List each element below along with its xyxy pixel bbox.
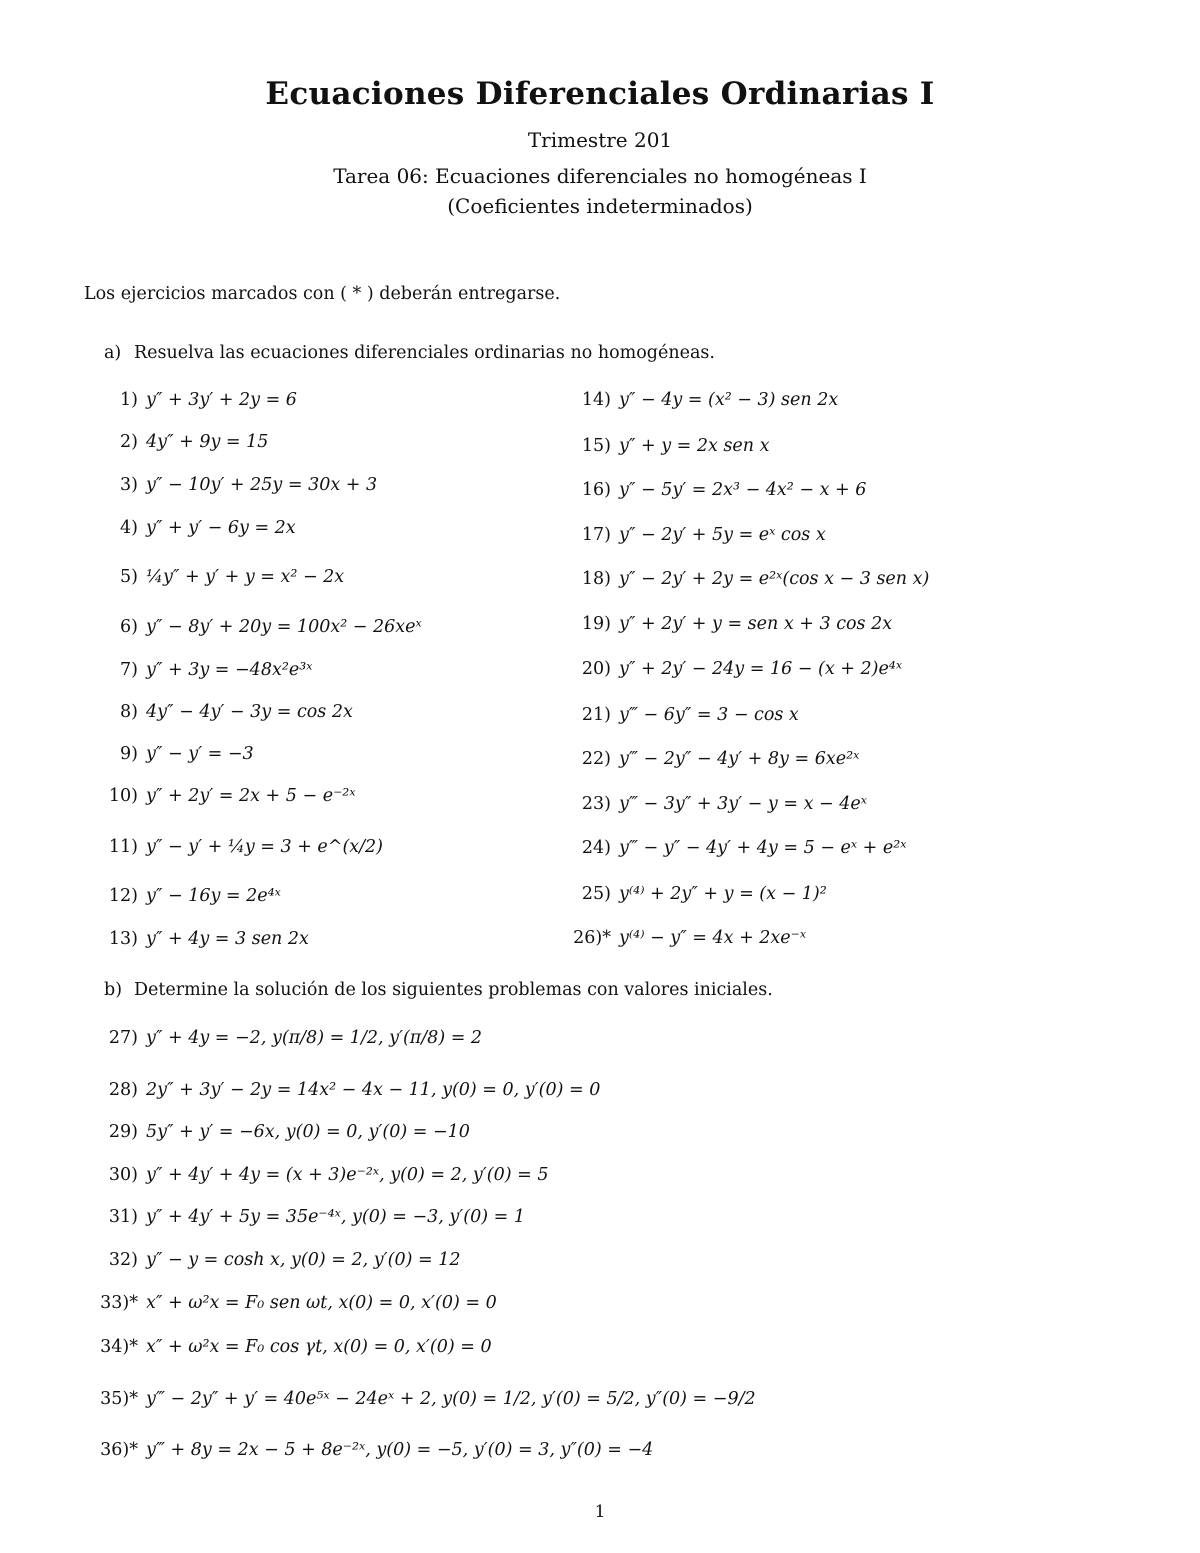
exercise-equation: y‴ − 3y″ + 3y′ − y = x − 4eˣ (619, 794, 867, 814)
exercise-equation: y″ + 3y′ + 2y = 6 (146, 390, 297, 410)
exercise-35 (100, 1389, 756, 1409)
exercise-equation: y″ − y = cosh x, y(0) = 2, y′(0) = 12 (146, 1250, 461, 1270)
exercise-equation: 4y″ + 9y = 15 (146, 432, 269, 452)
exercise-equation: y″ + 4y = 3 sen 2x (146, 929, 309, 949)
exercise-9 (100, 744, 254, 764)
exercise-equation: 2y″ + 3y′ − 2y = 14x² − 4x − 11, y(0) = 0, y′(0) = 0 (146, 1080, 601, 1100)
exercise-number: 5) (120, 567, 138, 587)
exercise-19 (573, 614, 892, 634)
exercise-27 (100, 1028, 482, 1048)
exercise-number: 13) (108, 929, 138, 949)
exercise-number: 36)* (100, 1440, 138, 1460)
exercise-number: 30) (108, 1165, 138, 1185)
exercise-number: 10) (108, 786, 138, 806)
exercise-14 (573, 390, 838, 410)
exercise-3 (100, 475, 377, 495)
exercise-number: 24) (581, 838, 611, 858)
exercise-number: 33)* (100, 1293, 138, 1313)
exercise-equation: y″ + 2y′ + y = sen x + 3 cos 2x (619, 614, 893, 634)
exercise-equation: 4y″ − 4y′ − 3y = cos 2x (146, 702, 353, 722)
exercise-number: 29) (108, 1122, 138, 1142)
exercise-number: 11) (108, 837, 138, 857)
document-title: Ecuaciones Diferenciales Ordinarias I (265, 76, 935, 112)
exercise-number: 4) (120, 518, 138, 538)
exercise-equation: y″ − 2y′ + 5y = eˣ cos x (619, 525, 826, 545)
exercise-number: 31) (108, 1207, 138, 1227)
exercise-equation: y″ − 8y′ + 20y = 100x² − 26xeˣ (146, 617, 422, 637)
exercise-equation: y″ − 2y′ + 2y = e²ˣ(cos x − 3 sen x) (619, 569, 930, 589)
exercise-21 (573, 705, 799, 725)
exercise-equation: y″ − 16y = 2e⁴ˣ (146, 886, 281, 906)
exercise-26 (573, 928, 806, 948)
exercise-5 (100, 567, 344, 587)
exercise-equation: 5y″ + y′ = −6x, y(0) = 0, y′(0) = −10 (146, 1122, 470, 1142)
exercise-number: 32) (108, 1250, 138, 1270)
exercise-30 (100, 1165, 549, 1185)
section-a-label: a) (104, 343, 122, 363)
exercise-number: 21) (581, 705, 611, 725)
exercise-4 (100, 518, 296, 538)
exercise-25 (573, 884, 827, 904)
exercise-number: 28) (108, 1080, 138, 1100)
exercise-number: 17) (581, 525, 611, 545)
exercise-number: 22) (581, 749, 611, 769)
exercise-22 (573, 749, 859, 769)
exercise-34 (100, 1337, 492, 1357)
exercise-12 (100, 886, 281, 906)
exercise-equation: y″ + 3y = −48x²e³ˣ (146, 660, 313, 680)
exercise-20 (573, 659, 902, 679)
exercise-number: 18) (581, 569, 611, 589)
exercise-equation: ¼y″ + y′ + y = x² − 2x (146, 567, 345, 587)
section-b-text: Determine la solución de los siguientes problemas con valores iniciales. (134, 980, 773, 1000)
exercise-6 (100, 617, 422, 637)
exercise-number: 2) (120, 432, 138, 452)
section-b-label: b) (104, 980, 123, 1000)
exercise-equation: y″ − y′ = −3 (146, 744, 254, 764)
section-a-heading (104, 343, 715, 363)
method-line: (Coeficientes indeterminados) (447, 194, 753, 218)
exercise-number: 6) (120, 617, 138, 637)
exercise-equation: y″ + y′ − 6y = 2x (146, 518, 296, 538)
exercise-equation: y″ − 4y = (x² − 3) sen 2x (619, 390, 839, 410)
exercise-15 (573, 436, 770, 456)
exercise-7 (100, 660, 312, 680)
exercise-1 (100, 390, 297, 410)
exercise-number: 3) (120, 475, 138, 495)
exercise-equation: y″ − y′ + ¼y = 3 + e^(x/2) (146, 837, 383, 857)
section-a-text: Resuelva las ecuaciones diferenciales ordinarias no homogéneas. (134, 343, 715, 363)
exercise-equation: y‴ + 8y = 2x − 5 + 8e⁻²ˣ, y(0) = −5, y′(0) = 3, y″(0) = −4 (146, 1440, 654, 1460)
exercise-equation: y‴ − 6y″ = 3 − cos x (619, 705, 799, 725)
exercise-equation: y⁽⁴⁾ + 2y″ + y = (x − 1)² (619, 884, 827, 904)
page-number: 1 (594, 1502, 606, 1522)
exercise-31 (100, 1207, 525, 1227)
exercise-equation: y″ + 2y′ − 24y = 16 − (x + 2)e⁴ˣ (619, 659, 903, 679)
exercise-number: 8) (120, 702, 138, 722)
exercise-number: 20) (581, 659, 611, 679)
exercise-number: 34)* (100, 1337, 138, 1357)
exercise-number: 15) (581, 436, 611, 456)
exercise-number: 27) (108, 1028, 138, 1048)
exercise-number: 14) (581, 390, 611, 410)
exercise-number: 26)* (573, 928, 611, 948)
exercise-equation: y‴ − 2y″ − 4y′ + 8y = 6xe²ˣ (619, 749, 860, 769)
exercise-11 (100, 837, 383, 857)
exercise-equation: y″ + y = 2x sen x (619, 436, 770, 456)
exercise-equation: y″ + 4y′ + 4y = (x + 3)e⁻²ˣ, y(0) = 2, y′(0) = 5 (146, 1165, 549, 1185)
exercise-number: 25) (581, 884, 611, 904)
exercise-number: 12) (108, 886, 138, 906)
exercise-2 (100, 432, 268, 452)
exercise-equation: x″ + ω²x = F₀ cos γt, x(0) = 0, x′(0) = 0 (146, 1337, 492, 1357)
exercise-equation: y″ + 2y′ = 2x + 5 − e⁻²ˣ (146, 786, 356, 806)
exercise-equation: y″ + 4y = −2, y(π/8) = 1/2, y′(π/8) = 2 (146, 1028, 483, 1048)
exercise-32 (100, 1250, 460, 1270)
exercise-8 (100, 702, 353, 722)
exercise-10 (100, 786, 356, 806)
intro-text: Los ejercicios marcados con ( * ) deberán entregarse. (84, 284, 561, 304)
exercise-18 (573, 569, 929, 589)
exercise-36 (100, 1440, 653, 1460)
exercise-28 (100, 1080, 600, 1100)
exercise-equation: y″ − 5y′ = 2x³ − 4x² − x + 6 (619, 480, 867, 500)
exercise-number: 19) (581, 614, 611, 634)
term-line: Trimestre 201 (527, 128, 673, 152)
assignment-line: Tarea 06: Ecuaciones diferenciales no homogéneas I (333, 164, 867, 188)
exercise-29 (100, 1122, 470, 1142)
exercise-number: 1) (120, 390, 138, 410)
exercise-17 (573, 525, 826, 545)
exercise-number: 23) (581, 794, 611, 814)
exercise-equation: y⁽⁴⁾ − y″ = 4x + 2xe⁻ˣ (619, 928, 807, 948)
exercise-24 (573, 838, 906, 858)
exercise-equation: y″ − 10y′ + 25y = 30x + 3 (146, 475, 378, 495)
exercise-equation: y‴ − y″ − 4y′ + 4y = 5 − eˣ + e²ˣ (619, 838, 907, 858)
exercise-13 (100, 929, 309, 949)
exercise-16 (573, 480, 866, 500)
exercise-number: 35)* (100, 1389, 138, 1409)
exercise-33 (100, 1293, 497, 1313)
exercise-equation: x″ + ω²x = F₀ sen ωt, x(0) = 0, x′(0) = 0 (146, 1293, 497, 1313)
exercise-equation: y″ + 4y′ + 5y = 35e⁻⁴ˣ, y(0) = −3, y′(0) = 1 (146, 1207, 525, 1227)
exercise-23 (573, 794, 867, 814)
exercise-equation: y‴ − 2y″ + y′ = 40e⁵ˣ − 24eˣ + 2, y(0) = 1/2, y′(0) = 5/2, y″(0) = −9/2 (146, 1389, 756, 1409)
section-b-heading (104, 980, 773, 1000)
exercise-number: 9) (120, 744, 138, 764)
exercise-number: 7) (120, 660, 138, 680)
exercise-number: 16) (581, 480, 611, 500)
